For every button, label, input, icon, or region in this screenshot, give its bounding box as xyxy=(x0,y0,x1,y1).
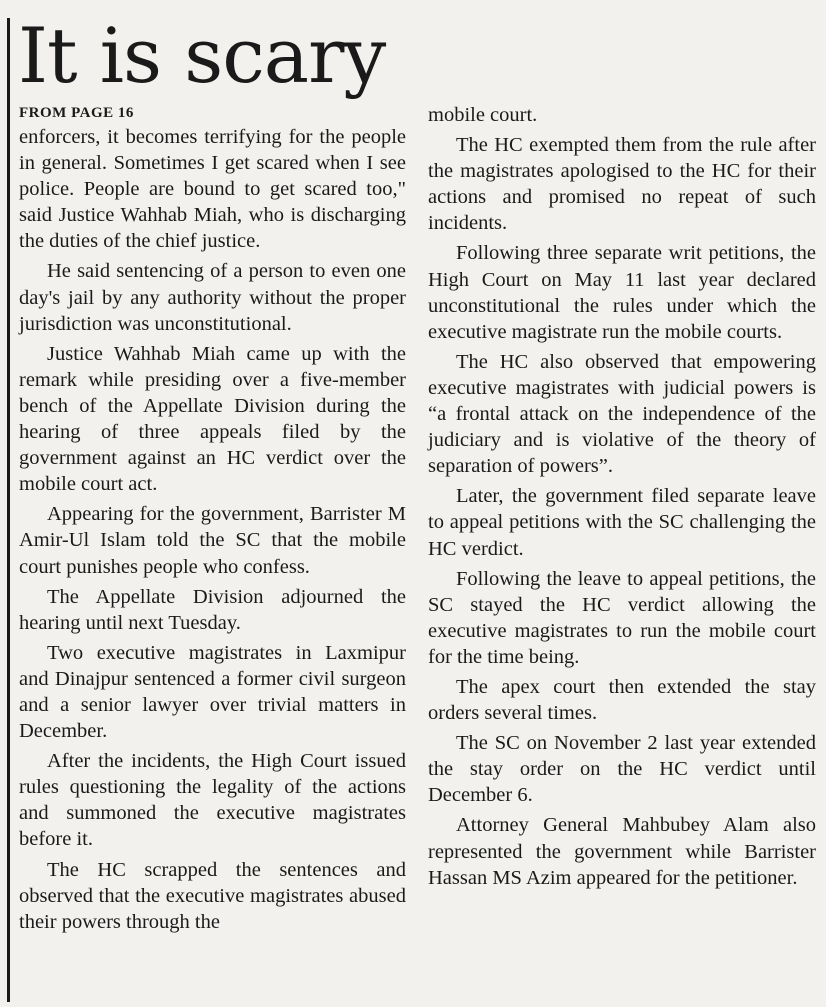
paragraph: After the incidents, the High Court issued rules questioning the legality of the actions and summoned the executive magistrates before it. xyxy=(19,750,406,851)
paragraph: The apex court then extended the stay orders several times. xyxy=(428,675,816,725)
column-rule xyxy=(7,18,10,1002)
paragraph: Later, the government filed separate leave to appeal petitions with the SC challenging the HC verdict. xyxy=(428,485,816,560)
paragraph: Appearing for the government, Barrister M Amir-Ul Islam told the SC that the mobile court punishes people who confess. xyxy=(19,503,406,578)
paragraph: enforcers, it becomes terrifying for the people in general. Sometimes I get scared when I see police. People are bound to get scared too," said Justice Wahhab Miah, who is discharging the duties of the chief justice. xyxy=(19,126,406,253)
paragraph: The HC scrapped the sentences and observed that the executive magistrates abused their powers through the xyxy=(19,858,406,933)
paragraph: The HC also observed that empowering executive magistrates with judicial powers is “a frontal attack on the independence of the judiciary and is violative of the theory of separation of powers”. xyxy=(428,350,816,478)
paragraph: The SC on November 2 last year extended the stay order on the HC verdict until December 6. xyxy=(428,732,816,807)
right-column xyxy=(428,102,816,895)
continued-from-kicker: FROM PAGE 16 xyxy=(19,105,134,121)
paragraph: Attorney General Mahbubey Alam also represented the government while Barrister Hassan MS Azim appeared for the petitioner. xyxy=(428,814,816,889)
paragraph: Two executive magistrates in Laxmipur and Dinajpur sentenced a former civil surgeon and a senior lawyer over trivial matters in December. xyxy=(19,641,406,743)
paragraph: Following three separate writ petitions, the High Court on May 11 last year declared unconstitutional the rules under which the executive magistrate run the mobile courts. xyxy=(428,242,816,343)
paragraph: Following the leave to appeal petitions, the SC stayed the HC verdict allowing the executive magistrates to run the mobile court for the time being. xyxy=(428,567,816,668)
paragraph: The Appellate Division adjourned the hearing until next Tuesday. xyxy=(19,585,406,634)
paragraph: Justice Wahhab Miah came up with the remark while presiding over a five-member bench of the Appellate Division during the hearing of three appeals filed by the government against an HC verdict over the mobile court act. xyxy=(19,342,406,496)
left-column xyxy=(19,102,406,939)
paragraph: The HC exempted them from the rule after the magistrates apologised to the HC for their actions and promised no repeat of such incidents. xyxy=(428,134,816,235)
paragraph: He said sentencing of a person to even one day's jail by any authority without the proper jurisdiction was unconstitutional. xyxy=(19,260,406,335)
headline: It is scary xyxy=(18,11,386,100)
paragraph: mobile court. xyxy=(428,104,538,126)
